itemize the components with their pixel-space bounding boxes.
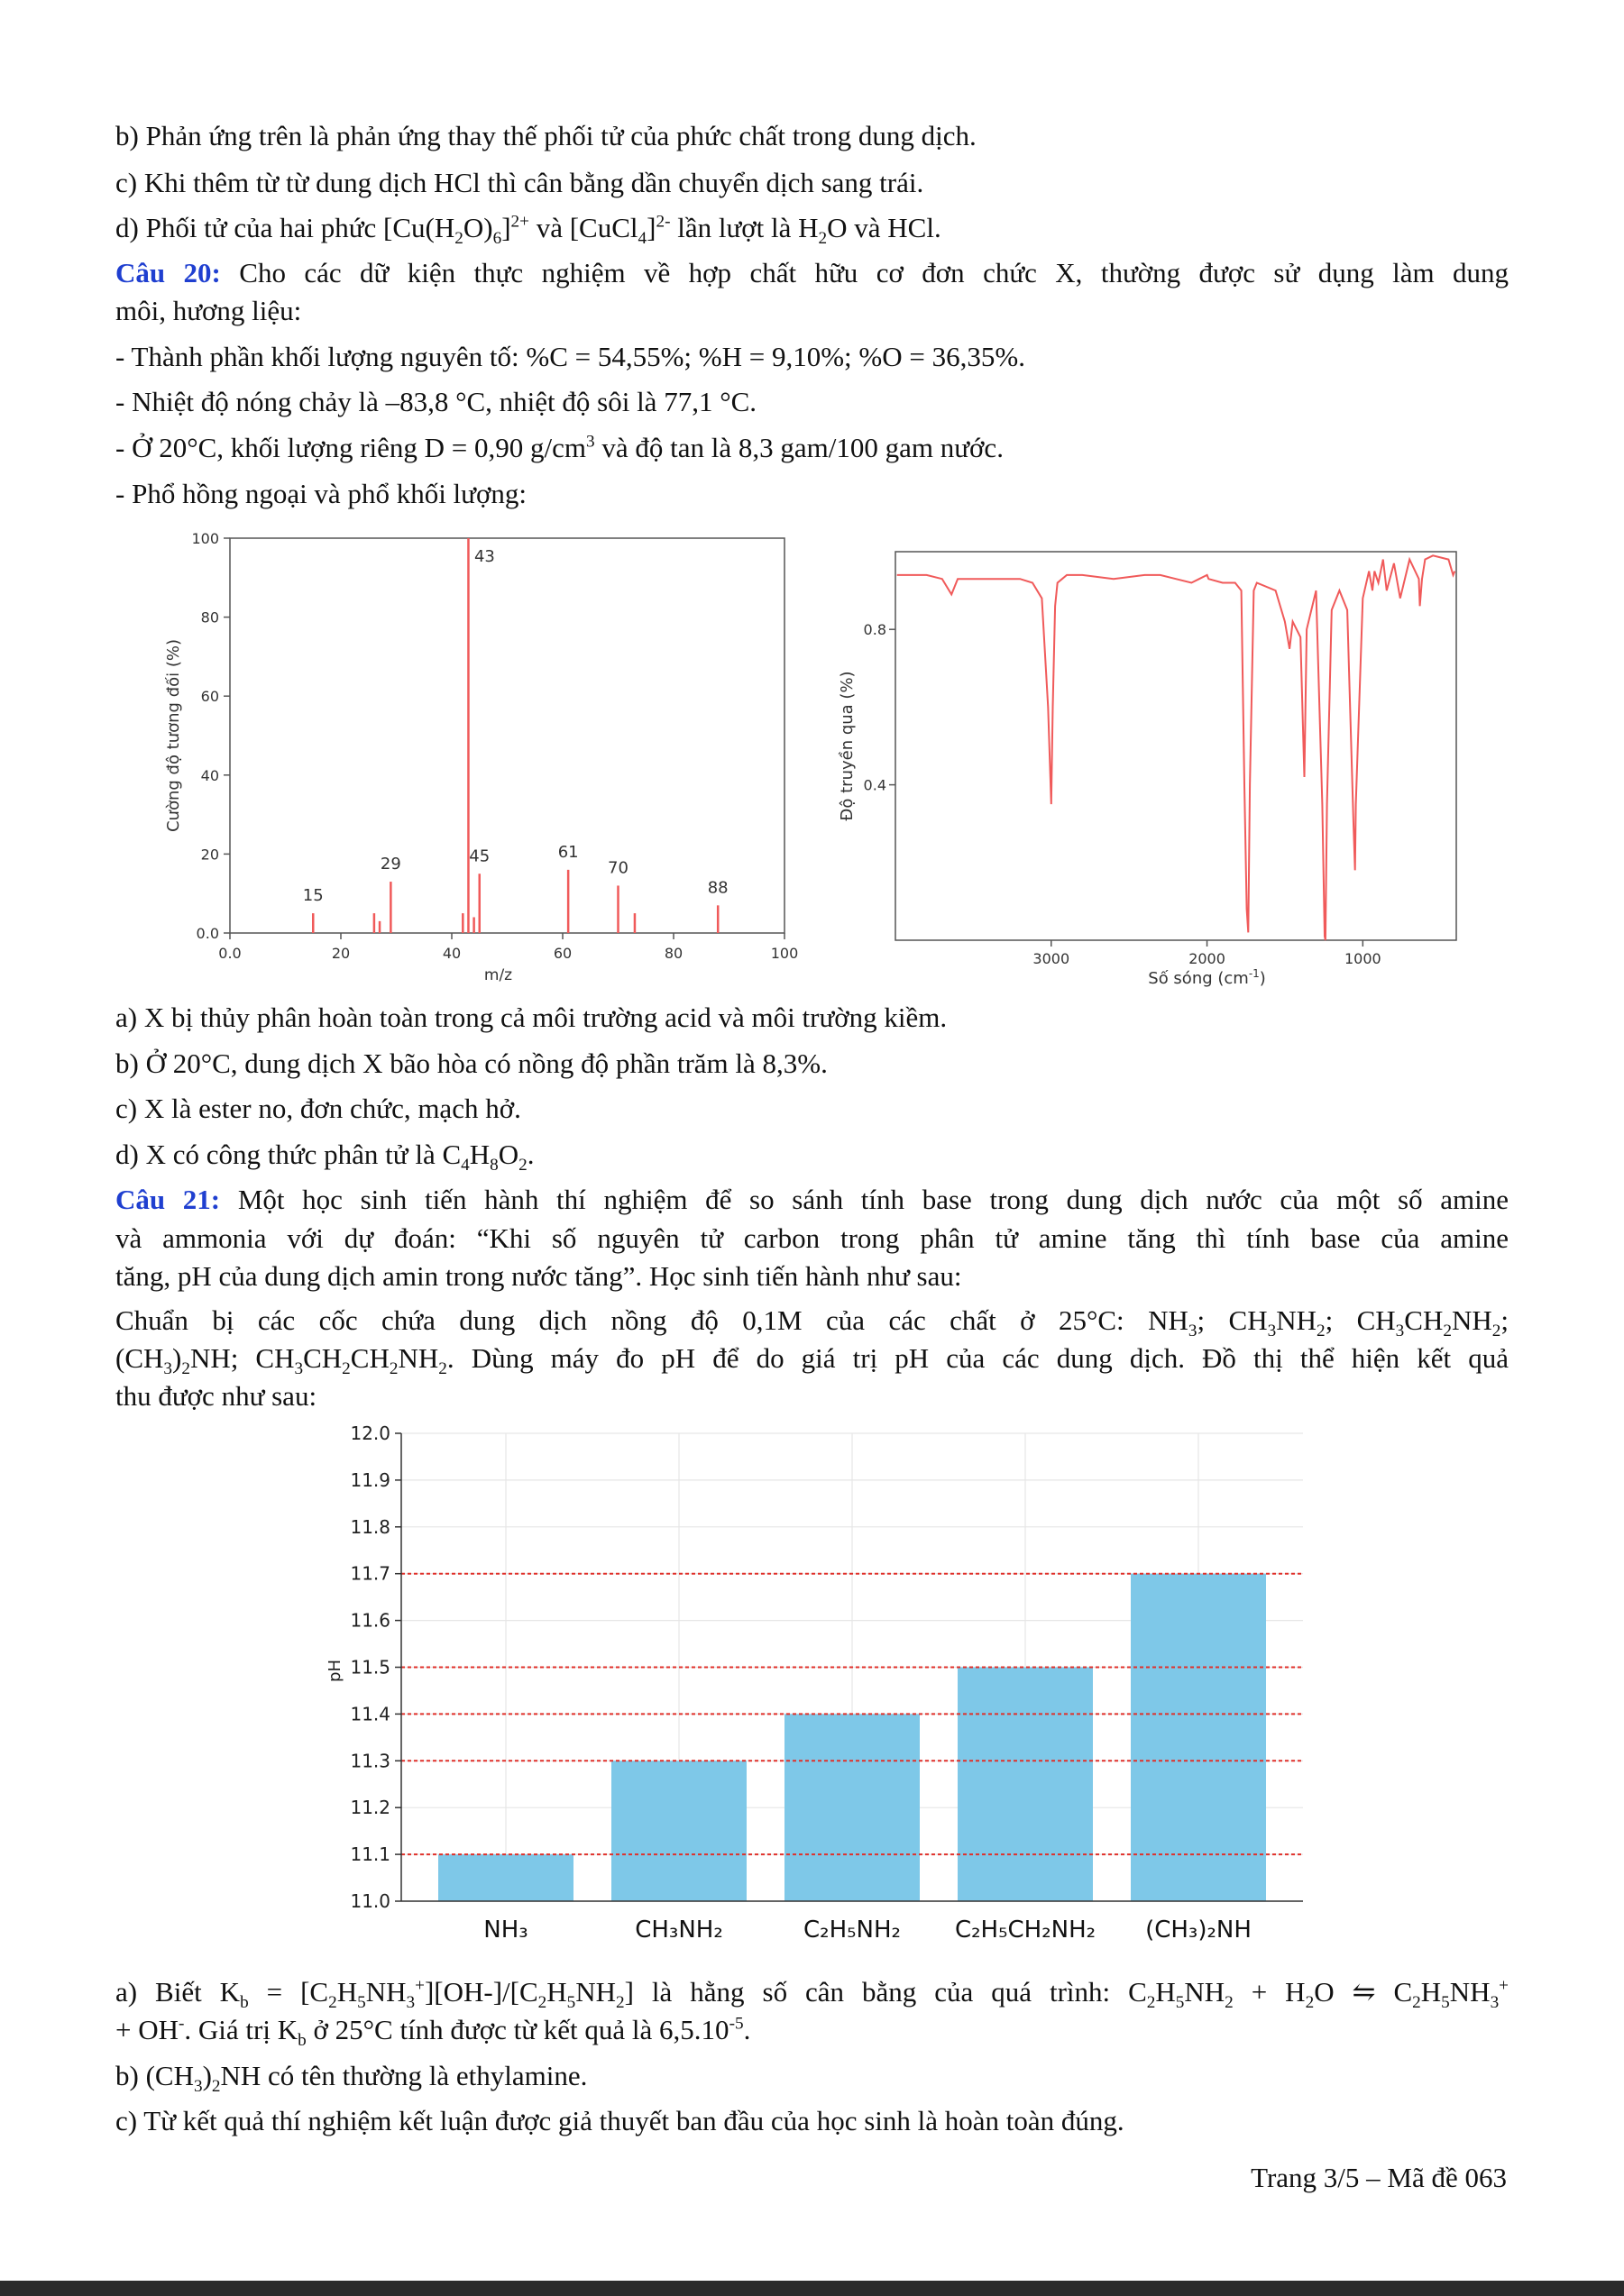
q19-option-c: c) Khi thêm từ từ dung dịch HCl thì cân bằng dần chuyển dịch sang trái. [115, 167, 924, 198]
ms-peak-label: 29 [380, 855, 401, 874]
y-tick-label: 11.6 [350, 1609, 390, 1632]
ms-peak-label: 61 [557, 842, 579, 862]
x-tick-label: 3000 [1032, 950, 1070, 967]
ms-peak-label: 70 [608, 858, 628, 878]
q20-intro-line2: môi, hương liệu: [115, 295, 302, 326]
q21-intro-line3: tăng, pH của dung dịch amin trong nước tăng”. Học sinh tiến hành như sau: [115, 1260, 962, 1292]
q21-option-a-line1: a) Biết $K_b = [C_2H_5NH_3^+][OH-]/[C_2H_5NH_2]$ là hằng số cân bằng của quá trình: $C_2H_5NH_2 + H_2O$ ⇋ $C_2H_5NH_3^+$ [115, 1976, 1509, 2013]
y-tick-label: 11.9 [350, 1468, 390, 1491]
q20-spectra-intro: - Phổ hồng ngoại và phổ khối lượng: [115, 478, 527, 509]
q21-option-c: c) Từ kết quả thí nghiệm kết luận được giả thuyết ban đầu của học sinh là hoàn toàn đúng. [115, 2105, 1124, 2136]
ph-bar [784, 1714, 920, 1901]
plot-frame [230, 538, 784, 933]
x-axis-label: m/z [483, 966, 513, 984]
q20-composition: - Thành phần khối lượng nguyên tố: %C = 54,55%; %H = 9,10%; %O = 36,35%. [115, 341, 1025, 372]
ir-spectrum-chart [825, 541, 1474, 992]
q19-option-b: b) Phản ứng trên là phản ứng thay thế phối tử của phức chất trong dung dịch. [115, 120, 977, 151]
x-tick-label: 100 [770, 945, 799, 962]
q20-option-a: a) X bị thủy phân hoàn toàn trong cả môi trường acid và môi trường kiềm. [115, 1002, 948, 1033]
q20-melting-boiling: - Nhiệt độ nóng chảy là –83,8 °C, nhiệt độ sôi là 77,1 °C. [115, 386, 757, 417]
mass-spectrum-chart [153, 525, 803, 989]
q20-option-b: b) Ở 20°C, dung dịch X bão hòa có nồng độ phần trăm là 8,3%. [115, 1047, 828, 1079]
y-tick-label: 11.2 [350, 1797, 390, 1819]
x-tick-label: 0.0 [218, 945, 242, 962]
q21-procedure-line1: Chuẩn bị các cốc chứa dung dịch nồng độ 0,1M của các chất ở 25°C: $NH_3$; $CH_3NH_2$; $CH_3CH_2NH_2$; [115, 1304, 1509, 1341]
x-axis-label-close: ) [1259, 969, 1266, 988]
q20-option-d: d) X có công thức phân tử là $C_4H_8O_2$. [115, 1139, 535, 1175]
q21-procedure-line2: $(CH_3)_2NH$; $CH_3CH_2CH_2NH_2$. Dùng máy đo pH để do giá trị pH của các dung dịch. Đồ thị thể hiện kết quả [115, 1342, 1509, 1379]
y-tick-label: 12.0 [350, 1422, 390, 1444]
ph-bar [438, 1854, 573, 1901]
y-axis-label: Độ truyền qua (%) [838, 671, 857, 821]
x-tick-label: 1000 [1344, 950, 1381, 967]
x-category-label: C₂H₅NH₂ [803, 1916, 901, 1944]
y-tick-label: 11.5 [350, 1656, 390, 1679]
q21-procedure-line3: thu được như sau: [115, 1380, 317, 1412]
x-tick-label: 40 [442, 945, 462, 962]
x-category-label: NH₃ [483, 1916, 528, 1944]
q21-option-a-line2: + OH-. Giá trị $K_b$ ở 25°C tính được từ kết quả là $6,5.10^{-5}$. [115, 2014, 751, 2051]
x-tick-label: 80 [664, 945, 684, 962]
y-tick-label: 11.0 [350, 1890, 390, 1912]
y-tick-label: 100 [191, 530, 219, 547]
x-category-label: CH₃NH₂ [635, 1916, 723, 1944]
x-category-label: C₂H₅CH₂NH₂ [954, 1916, 1096, 1944]
ms-peak-label: 43 [473, 547, 495, 566]
q21-option-b: b) $(CH_3)_2NH$ có tên thường là ethylamine. [115, 2060, 588, 2097]
y-tick-label: 20 [200, 846, 219, 864]
y-tick-label: 40 [200, 766, 219, 784]
y-tick-label: 11.7 [350, 1562, 390, 1585]
y-tick-label: 0.0 [196, 925, 219, 942]
ir-spectrum-line [897, 555, 1455, 940]
x-tick-label: 20 [331, 945, 351, 962]
q19-option-d: d) Phối tử của hai phức $[Cu(H_2O)_6]^{2+}$ và [CuCl$_4$]$^{2-}$ lần lượt là $H_2O$ và HCl. [115, 212, 941, 249]
ms-peak-label: 45 [469, 846, 491, 866]
plot-frame [895, 552, 1456, 940]
x-tick-label: 60 [553, 945, 573, 962]
x-axis-label-exponent: -1 [1248, 967, 1260, 980]
y-tick-label: 60 [200, 688, 219, 706]
y-axis-label: Cường độ tương đối (%) [164, 638, 183, 833]
x-tick-label: 2000 [1188, 950, 1225, 967]
ph-bar [1131, 1574, 1266, 1901]
ph-bar-chart [325, 1420, 1317, 1961]
y-tick-label: 11.3 [350, 1750, 390, 1772]
ms-peak-label: 88 [707, 878, 729, 898]
q20-intro-line1: Câu 20: Cho các dữ kiện thực nghiệm về hợp chất hữu cơ đơn chức X, thường được sử dụng làm dung [115, 257, 1509, 288]
y-axis-label: pH [326, 1660, 344, 1682]
y-tick-label: 80 [200, 608, 219, 627]
page-footer: Trang 3/5 – Mã đề 063 [1251, 2162, 1507, 2193]
q20-option-c: c) X là ester no, đơn chức, mạch hở. [115, 1093, 521, 1124]
q20-density-solubility: - Ở 20°C, khối lượng riêng D = 0,90 $g/cm^3$ và độ tan là 8,3 gam/100 gam nước. [115, 432, 1004, 463]
ph-bar [611, 1761, 747, 1901]
y-tick-label: 0.8 [863, 621, 886, 639]
y-tick-label: 11.8 [350, 1515, 390, 1538]
y-tick-label: 0.4 [863, 776, 886, 794]
q21-intro-line1: Câu 21: Một học sinh tiến hành thí nghiệm để so sánh tính base trong dung dịch nước của một số amine [115, 1184, 1509, 1215]
ms-peak-label: 15 [302, 886, 324, 906]
ph-bar [958, 1668, 1093, 1902]
q20-label: Câu 20: [115, 257, 221, 288]
bottom-rule [0, 2281, 1624, 2296]
q21-label: Câu 21: [115, 1184, 221, 1215]
x-category-label: (CH₃)₂NH [1145, 1916, 1252, 1944]
x-axis-label: Số sóng $(cm^{-1})$ [1148, 967, 1266, 988]
q21-intro-line2: và ammonia với dự đoán: “Khi số nguyên tử carbon trong phân tử amine tăng thì tính base của amine [115, 1222, 1509, 1254]
y-tick-label: 11.4 [350, 1703, 390, 1725]
y-tick-label: 11.1 [350, 1843, 390, 1866]
